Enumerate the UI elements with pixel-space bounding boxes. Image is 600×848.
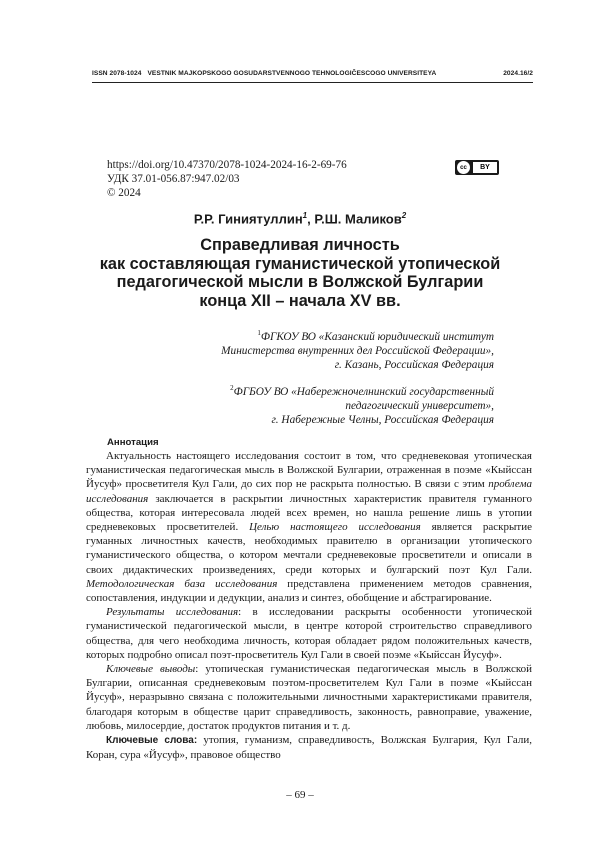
title-line: конца XII – начала XV вв.	[199, 291, 401, 310]
by-icon: BY	[473, 162, 497, 173]
author-name: Р.Р. Гиниятуллин	[193, 211, 303, 227]
title-line: Справедливая личность	[200, 236, 400, 254]
article-meta	[107, 158, 347, 200]
abstract-paragraph: Актуальность настоящего исследования состоит в том, что средневековая утопическая гуманистическая педагогическая мысль в Волжской Булгарии, отраженная в поэме «Кыйссан Йусуф» просветителя Кул Гали, до сих пор не раскрыта полностью. В связи с этим проблема исследования заключается в раскрытии личностных характеристик правителя гуманного общества, которая интересовала людей всех времен, но нашла решение лишь в утопии средневековых просветителей. Целью настоящего исследования является раскрытие гуманных личностных качеств, необходимых правителю в организации утопического гуманистического общества, о котором мечтали средневековые просветители и описали в своих дидактических произведениях, среди которых и булгарский поэт Кул Гали. Методологическая база исследования представлена применением методов сравнения, сопоставления, индукции и дедукции, анализ и синтез, обобщение и абстрагирование.	[86, 450, 532, 605]
authors-line: Р.Р. Гиниятуллин$^1$, Р.Ш. Маликов$^2$	[193, 211, 407, 227]
header-issue: 2024.16/2	[503, 70, 533, 77]
title-line: педагогической мысли в Волжской Булгарии	[116, 273, 484, 291]
keywords-label: Ключевые слова:	[106, 735, 198, 747]
doi-link[interactable]: https://doi.org/10.47370/2078-1024-2024-16-2-69-76	[107, 159, 347, 171]
affil-line: г. Набережные Челны, Российская Федерация	[271, 413, 494, 426]
author-name: Р.Ш. Маликов	[314, 211, 402, 227]
affil-line: г. Казань, Российская Федерация	[334, 358, 494, 371]
abstract-conclusions: Ключевые выводы: утопическая гуманистическая педагогическая мысль в Волжской Булгарии, описанная средневековым поэтом-просветителем Кул Гали в поэме «Кыйссан Йусуф», неразрывно связана с положительными личностными характеристиками правителя, благодаря которым в обществе царит справедливость, законность, равноправие, уважение, любовь, милосердие, достаток продуктов питания и т. д.	[86, 663, 532, 732]
affil-line: ФГБОУ ВО «Набережночелнинский государственный	[233, 385, 494, 398]
affiliation-2	[230, 381, 494, 427]
keywords	[86, 733, 532, 762]
abstract-results: Результаты исследования: в исследовании раскрыты особенности утопической гуманистической педагогической мысли, в центре которой строительство справедливого общества, для чего необходима личность, которая обладает рядом положительных качеств, которых подробно описал поэт-просветитель Кул Гали в своей поэме «Кыйссан Йусуф».	[86, 606, 532, 661]
header-journal: VESTNIK MAJKOPSKOGO GOSUDARSTVENNOGO TEHNOLOGIČESCOGO UNIVERSITEYA	[147, 70, 437, 77]
running-header	[92, 70, 533, 77]
author-affil-mark: 1	[302, 211, 308, 220]
affiliation-1	[221, 326, 494, 372]
title-line: как составляющая гуманистической утопической	[99, 254, 501, 273]
affil-mark: 1	[257, 329, 261, 337]
copyright: © 2024	[107, 187, 141, 199]
header-divider	[92, 82, 533, 83]
abstract-heading: Аннотация	[107, 437, 159, 448]
abstract-body	[86, 449, 532, 762]
cc-by-license-badge[interactable]	[455, 160, 499, 175]
article-title	[60, 236, 540, 310]
affil-line: Министерства внутренних дел Российской Федерации»,	[221, 344, 494, 357]
keywords-text: утопия, гуманизм, справедливость, Волжская Булгария, Кул Гали, Коран, сура «Йусуф», правовое общество	[86, 734, 532, 762]
author-affil-mark: 2	[401, 211, 407, 220]
affil-mark: 2	[230, 384, 234, 392]
page-number: – 69 –	[286, 789, 314, 801]
affil-line: ФГКОУ ВО «Казанский юридический институт	[260, 330, 494, 343]
affil-line: педагогический университет»,	[345, 399, 494, 412]
header-issn: ISSN 2078-1024	[92, 70, 142, 77]
udk-code: УДК 37.01-056.87:947.02/03	[107, 173, 240, 185]
cc-icon: cc	[457, 161, 470, 174]
